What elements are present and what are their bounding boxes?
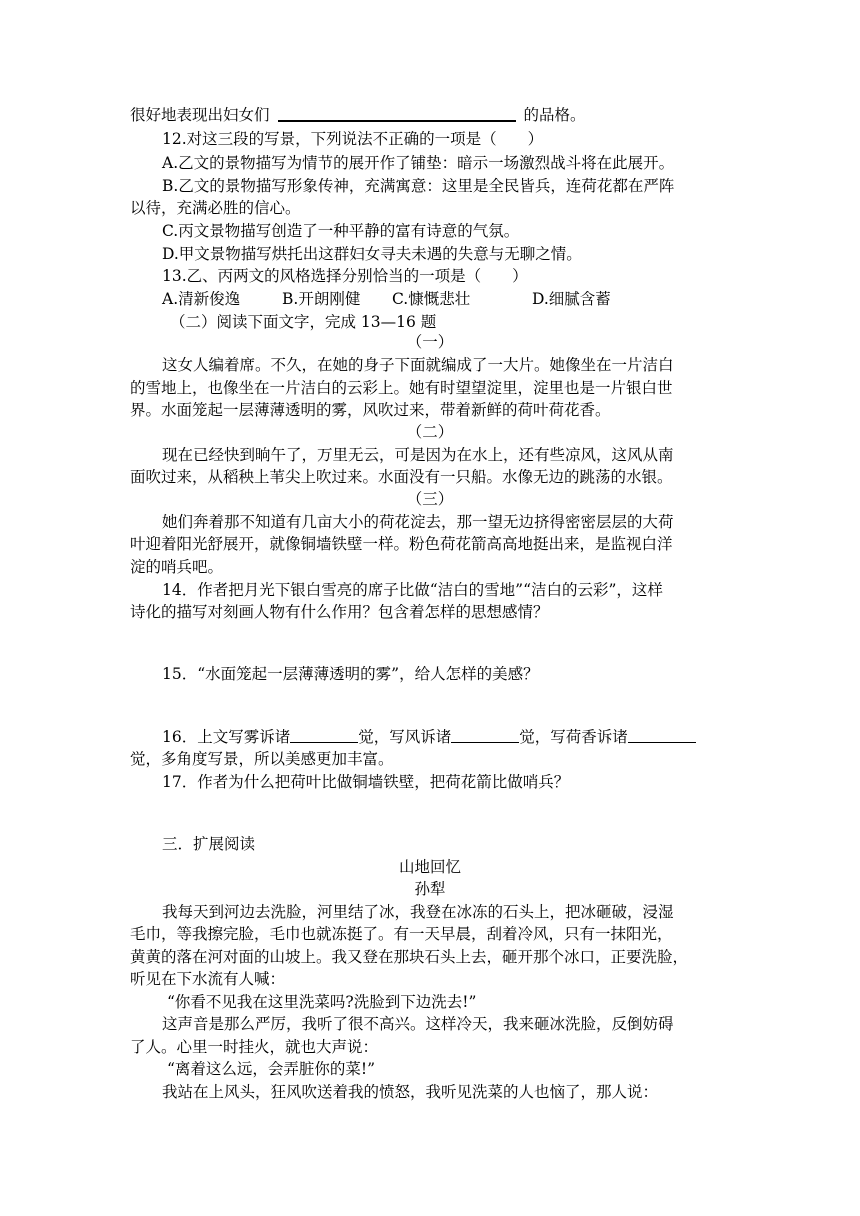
passage-1-heading: （一） [406, 333, 454, 351]
article-line: 听见在下水流有人喊： [130, 970, 286, 988]
article-line: 我站在上风头，狂风吹送着我的愤怒，我听见洗菜的人也恼了，那人说： [162, 1083, 659, 1101]
article-line: 毛巾，等我擦完脸，毛巾也就冻挺了。有一天早晨，刮着冷风，只有一抹阳光， [130, 925, 673, 943]
passage-1-line: 界。水面笼起一层薄薄透明的雾，风吹过来，带着新鲜的荷叶荷花香。 [130, 401, 611, 419]
article-line: 黄黄的落在河对面的山坡上。我又登在那块石头上去，砸开那个冰口，正要洗脸， [130, 948, 689, 966]
option-12c: C.丙文景物描写创造了一种平静的富有诗意的气氛。 [162, 222, 520, 240]
section-3-heading: 三．扩展阅读 [162, 835, 256, 853]
passage-3-heading: （三） [406, 490, 454, 508]
answer-blank[interactable] [628, 728, 696, 743]
passage-3-line: 她们奔着那不知道有几亩大小的荷花淀去，那一望无边挤得密密层层的大荷 [162, 513, 674, 531]
passage-2-line: 面吹过来，从稻秧上苇尖上吹过来。水面没有一只船。水像无边的跳荡的水银。 [130, 468, 673, 486]
text: 觉，写风诉诸 [358, 728, 452, 746]
options-13 [162, 287, 730, 311]
passage-1-line: 的雪地上，也像坐在一片洁白的云彩上。她有时望望淀里，淀里也是一片银白世 [130, 379, 673, 397]
question-16-cont: 觉，多角度写景，所以美感更加丰富。 [130, 750, 394, 768]
q11-tail-line [130, 103, 730, 127]
passage-2-line: 现在已经快到晌午了，万里无云，可是因为在水上，还有些凉风，这风从南 [162, 446, 674, 464]
question-13: 13.乙、丙两文的风格选择分别恰当的一项是（ ） [162, 267, 528, 285]
option-13a: A.清新俊逸 [162, 290, 241, 308]
text: 觉，写荷香诉诸 [519, 728, 628, 746]
passage-2-heading: （二） [406, 423, 454, 441]
question-14: 14．作者把月光下银白雪亮的席子比做“洁白的雪地”“洁白的云彩”，这样 [162, 581, 663, 599]
article-line: “你看不见我在这里洗菜吗?洗脸到下边洗去!” [167, 993, 477, 1011]
article-line: 了人。心里一时挂火，就也大声说： [130, 1038, 379, 1056]
question-15: 15．“水面笼起一层薄薄透明的雾”，给人怎样的美感？ [162, 665, 539, 683]
option-12d: D.甲文景物描写烘托出这群妇女寻夫未遇的失意与无聊之情。 [162, 245, 582, 263]
answer-blank[interactable] [278, 105, 516, 122]
passage-3-line: 淀的哨兵吧。 [130, 558, 224, 576]
option-13b: B.开朗刚健 [282, 290, 361, 308]
option-12b: B.乙文的景物描写形象传神，充满寓意：这里是全民皆兵，连荷花都在严阵 [162, 177, 675, 195]
passage-3-line: 叶迎着阳光舒展开，就像铜墙铁壁一样。粉色荷花箭高高地挺出来，是监视白洋 [130, 535, 673, 553]
article-line: 我每天到河边去洗脸，河里结了冰，我登在冰冻的石头上，把冰砸破，浸湿 [162, 903, 674, 921]
option-13d: D.细腻含蓄 [532, 290, 611, 308]
question-14-cont: 诗化的描写对刻画人物有什么作用？包含着怎样的思想感情？ [130, 603, 549, 621]
passage-1-line: 这女人编着席。不久，在她的身子下面就编成了一大片。她像坐在一片洁白 [162, 356, 674, 374]
option-12b-cont: 以待，充满必胜的信心。 [130, 199, 301, 217]
option-12a: A.乙文的景物描写为情节的展开作了铺垫：暗示一场激烈战斗将在此展开。 [162, 154, 675, 172]
article-line: “离着这么远，会弄脏你的菜!” [167, 1060, 376, 1078]
question-12: 12.对这三段的写景，下列说法不正确的一项是（ ） [162, 130, 544, 148]
article-line: 这声音是那么严厉，我听了很不高兴。这样冷天，我来砸冰洗脸，反倒妨碍 [162, 1015, 674, 1033]
text: 16．上文写雾诉诸 [162, 728, 291, 746]
text: 的品格。 [523, 106, 586, 124]
text: 很好地表现出妇女们 [130, 106, 270, 124]
question-16 [162, 725, 730, 749]
option-13c: C.慷慨悲壮 [392, 290, 471, 308]
article-author: 孙犁 [414, 880, 446, 898]
question-17: 17．作者为什么把荷叶比做铜墙铁壁，把荷花箭比做哨兵？ [162, 773, 570, 791]
section-2-heading: （二）阅读下面文字，完成 13—16 题 [170, 313, 437, 331]
article-title: 山地回忆 [398, 858, 461, 876]
answer-blank[interactable] [451, 728, 519, 743]
answer-blank[interactable] [290, 728, 358, 743]
